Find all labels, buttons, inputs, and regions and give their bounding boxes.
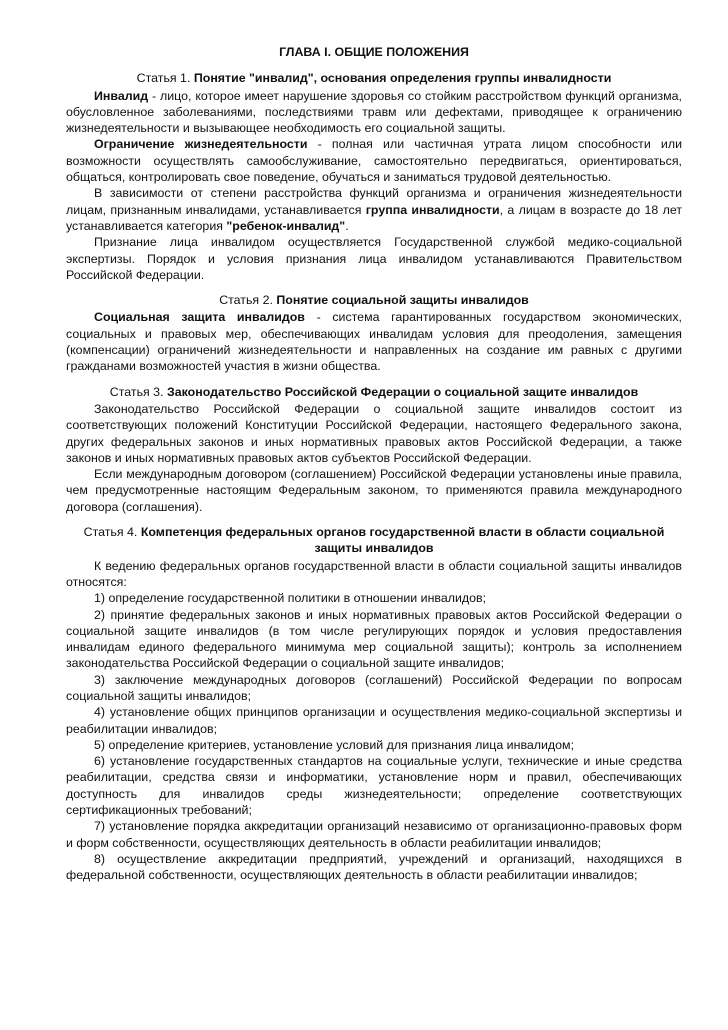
article-4-number: Статья 4. (83, 525, 138, 540)
article-1-heading (66, 70, 682, 86)
article-4-title: Компетенция федеральных органов государственной власти в области социальной защиты инвалидов (140, 525, 665, 556)
paragraph-text: , а лицам в возрасте до 18 лет устанавливается категория (66, 202, 682, 233)
article-3-paragraph-2: Если международным договором (соглашением) Российской Федерации установлены иные правила, чем предусмотренные настоящим Федеральным законом, то применяются правила международного договора (соглашения). (66, 467, 682, 514)
article-3-paragraph-1: Законодательство Российской Федерации о социальной защите инвалидов состоит из соответствующих положений Конституции Российской Федерации, настоящего Федерального закона, других федеральных законов и иных нормативных правовых актов Российской Федерации, а также законов и иных нормативных правовых актов субъектов Российской Федерации. (66, 401, 682, 465)
paragraph-text: В зависимости от степени расстройства функций организма и ограничения жизнедеятельности лицам, признанным инвалидами, устанавливается (66, 186, 682, 217)
article-3-number: Статья 3. (109, 384, 164, 399)
list-item: 7) установление порядка аккредитации организаций независимо от организационно-правовых форм и форм собственности, осуществляющих деятельность в области реабилитации инвалидов; (66, 819, 682, 850)
article-2-heading (66, 292, 682, 308)
article-1-paragraph-3 (66, 185, 682, 234)
list-item: 8) осуществление аккредитации предприятий, учреждений и организаций, находящихся в федеральной собственности, осуществляющих деятельность в области реабилитации инвалидов; (66, 851, 682, 883)
term-social-protection: Социальная защита инвалидов (94, 310, 305, 325)
article-1-title: Понятие "инвалид", основания определения группы инвалидности (193, 71, 612, 86)
term-limitation: Ограничение жизнедеятельности (94, 137, 308, 152)
term-disabled-child: "ребенок-инвалид" (226, 218, 346, 233)
article-4-intro: К ведению федеральных органов государственной власти в области социальной защиты инвалидов относятся: (66, 558, 682, 589)
paragraph-text: - полная или частичная утрата лицом способности или возможности осуществлять самообслуживание, самостоятельно передвигаться, ориентироваться, общаться, контролировать свое поведение, обучаться и заниматься трудовой деятельностью. (66, 137, 682, 185)
list-item: 2) принятие федеральных законов и иных нормативных правовых актов Российской Федерации о социальной защите инвалидов (в том числе регулирующих порядок и условия предоставления инвалидам единого федерального минимума мер социальной защиты); контроль за исполнением законодательства Российской Федерации о социальной защите инвалидов; (66, 607, 682, 671)
article-3-title: Законодательство Российской Федерации о социальной защите инвалидов (166, 384, 639, 399)
paragraph-text: . (345, 218, 349, 233)
article-4-heading (66, 524, 682, 557)
list-item: 6) установление государственных стандартов на социальные услуги, технические и иные средства реабилитации, средства связи и информатики, установление норм и правил, обеспечивающих доступность для инвалидов среды жизнедеятельности; определение соответствующих сертификационных требований; (66, 754, 682, 818)
term-disability-group: группа инвалидности (365, 202, 500, 217)
chapter-title: ГЛАВА I. ОБЩИЕ ПОЛОЖЕНИЯ (279, 45, 469, 59)
list-item: 1) определение государственной политики в отношении инвалидов; (94, 591, 487, 606)
article-3-heading (66, 384, 682, 400)
article-2-title: Понятие социальной защиты инвалидов (276, 293, 529, 308)
article-1-number: Статья 1. (136, 71, 191, 86)
paragraph-text: - система гарантированных государством экономических, социальных и правовых мер, обеспечивающих инвалидам условия для преодоления, замещения (компенсации) ограничений жизнедеятельности и направленных на создание им равных с другими гражданами возможностей участия в жизни общества. (66, 310, 682, 374)
article-1-paragraph-4: Признание лица инвалидом осуществляется Государственной службой медико-социальной экспертизы. Порядок и условия признания лица инвалидом устанавливаются Правительством Российской Федерации. (66, 235, 682, 282)
list-item: 3) заключение международных договоров (соглашений) Российской Федерации по вопросам социальной защиты инвалидов; (66, 672, 682, 703)
list-item: 4) установление общих принципов организации и осуществления медико-социальной экспертизы и реабилитации инвалидов; (66, 705, 682, 736)
paragraph-text: - лицо, которое имеет нарушение здоровья со стойким расстройством функций организма, обусловленное заболеваниями, последствиями травм или дефектами, приводящее к ограничению жизнедеятельности и вызывающее необходимость его социальной защиты. (66, 88, 682, 136)
list-item: 5) определение критериев, установление условий для признания лица инвалидом; (94, 737, 575, 752)
article-1-paragraph-2 (66, 136, 682, 185)
article-2-number: Статья 2. (219, 293, 273, 308)
article-2-paragraph-1 (66, 309, 682, 374)
article-1-paragraph-1 (66, 88, 682, 137)
term-invalid: Инвалид (94, 88, 149, 103)
